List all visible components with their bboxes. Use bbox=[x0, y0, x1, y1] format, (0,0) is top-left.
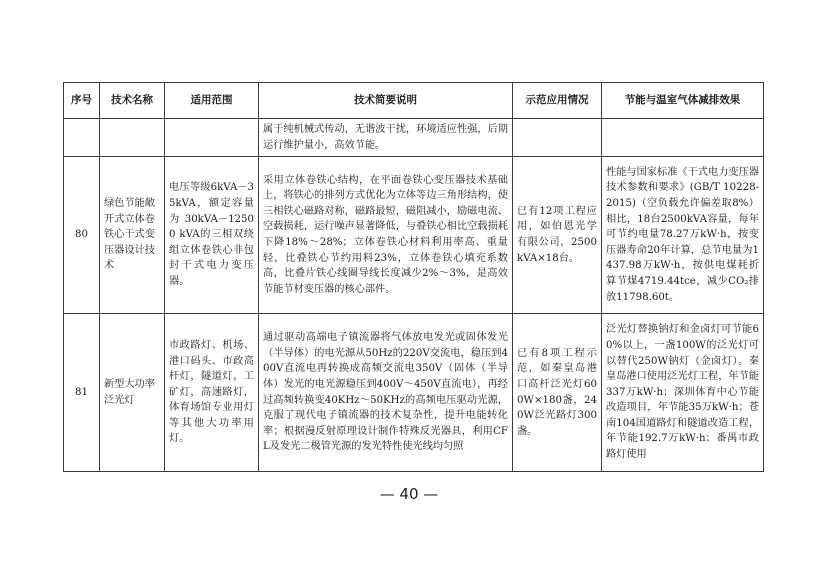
table-header-row bbox=[64, 83, 764, 119]
cell-scope: 电压等级6kVA－35kVA，额定容量为30kVA－12500 kVA的三相双绕组立体卷铁心非包封干式电力变压器。 bbox=[165, 157, 259, 314]
header-scope: 适用范围 bbox=[165, 83, 259, 119]
cell-scope bbox=[165, 119, 259, 157]
table-row-continuation bbox=[64, 119, 764, 157]
cell-application: 已有8项工程示范，如秦皇岛港口高杆泛光灯600W×180盏，240W泛光路灯300盏。 bbox=[513, 314, 602, 472]
header-no: 序号 bbox=[64, 83, 100, 119]
header-effect: 节能与温室气体减排效果 bbox=[602, 83, 764, 119]
cell-application: 已有12项工程应用，如伯恩光学有限公司，2500kVA×18台。 bbox=[513, 157, 602, 314]
cell-tech-name: 新型大功率泛光灯 bbox=[100, 314, 165, 472]
table-row-80 bbox=[64, 157, 764, 314]
cell-tech-name bbox=[100, 119, 165, 157]
technology-table bbox=[63, 82, 764, 472]
cell-no: 81 bbox=[64, 314, 100, 472]
cell-effect: 泛光灯替换钠灯和金卤灯可节能60%以上，一盏100W的泛光灯可以替代250W钠灯（金卤灯）。秦皇岛港口使用泛光灯工程，年节能337万kW·h；深圳体育中心节能改造项目，年节能35万kW·h；苍南104国道路灯和隧道改造工程，年节能192.7万kW·h；番禺市政路灯使用 bbox=[602, 314, 764, 472]
cell-effect: 性能与国家标准《干式电力变压器技术参数和要求》(GB/T 10228-2015)（空负载允许偏差取8%）相比，18台2500kVA容量，每年可节约电量78.27万kW·h，按变压器寿命20年计算，总节电量为1437.98万kW·h，按供电煤耗折算节煤4719.44tce，减少CO₂排放11798.60t。 bbox=[602, 157, 764, 314]
cell-application bbox=[513, 119, 602, 157]
table-row-81 bbox=[64, 314, 764, 472]
header-description: 技术简要说明 bbox=[259, 83, 513, 119]
cell-tech-name: 绿色节能敞开式立体卷铁心干式变压器设计技术 bbox=[100, 157, 165, 314]
cell-description: 通过驱动高端电子镇流器将气体放电发光或固体发光（半导体）的电光源从50Hz的220V交流电，稳压到400V直流电再转换成高频交流电350V（固体（半导体）发光的电光源稳压到400V～450V直流电），再经过高频转换变40KHz～50KHz的高频电压驱动光源，克服了现代电子镇流器的技术复杂性，提升电能转化率；根据漫反射原理设计制作特殊反光器具，利用CFL及发光二极管光源的发光特性使光线均匀照 bbox=[259, 314, 513, 472]
cell-no bbox=[64, 119, 100, 157]
header-application: 示范应用情况 bbox=[513, 83, 602, 119]
cell-description: 属于纯机械式传动，无谐波干扰，环境适应性强，后期运行维护量小，高效节能。 bbox=[259, 119, 513, 157]
page-number: — 40 — bbox=[379, 485, 439, 503]
header-tech-name: 技术名称 bbox=[100, 83, 165, 119]
cell-description: 采用立体卷铁心结构，在平面卷铁心变压器技术基础上，将铁心的排列方式优化为立体等边三角形结构，使三相铁心磁路对称，磁路最短，磁阻减小，励磁电流、空载损耗，运行噪声显著降低，与叠铁心相比空载损耗下降18%～28%；立体卷铁心材料利用率高、重量轻，比叠铁心节约用料23%，立体卷铁心填充系数高，比叠片铁心线圈导线长度减少2%～3%，是高效节能节材变压器的核心部件。 bbox=[259, 157, 513, 314]
cell-no: 80 bbox=[64, 157, 100, 314]
cell-effect bbox=[602, 119, 764, 157]
cell-scope: 市政路灯、机场、港口码头、市政高杆灯，隧道灯，工矿灯，高速路灯，体育场馆专业用灯等其他大功率用灯。 bbox=[165, 314, 259, 472]
